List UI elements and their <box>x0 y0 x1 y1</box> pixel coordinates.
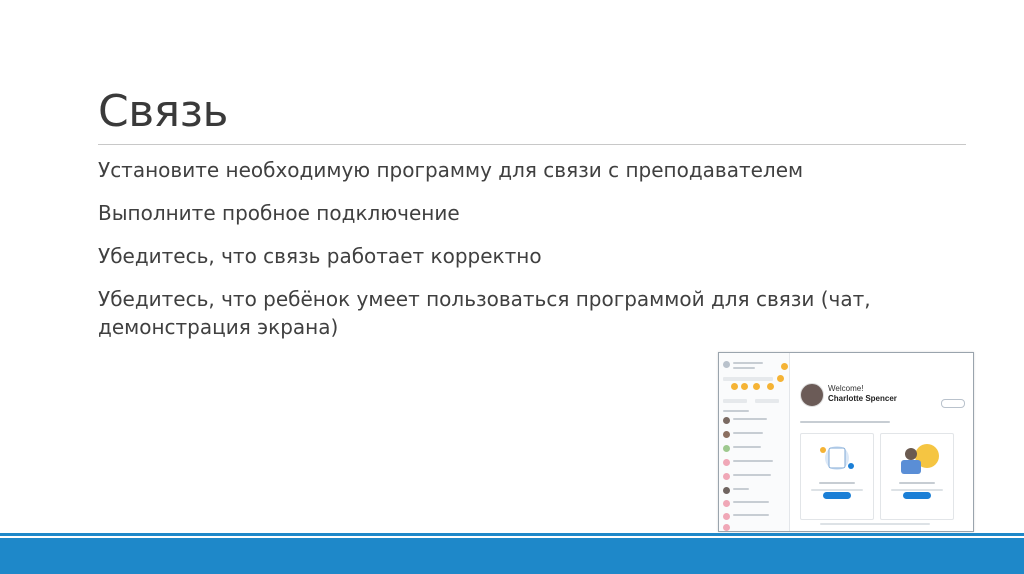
text-line <box>733 432 763 434</box>
text-line <box>733 446 761 448</box>
meet-now-button <box>903 492 931 499</box>
highlight-dot <box>781 363 788 370</box>
bullet-list <box>98 156 938 356</box>
learn-more-button <box>823 492 851 499</box>
sidebar-button <box>723 399 747 403</box>
section-label <box>723 410 749 412</box>
footer-accent-line <box>0 533 1024 536</box>
user-name: Charlotte Spencer <box>828 394 897 403</box>
bullet-item: Убедитесь, что связь работает корректно <box>98 244 542 268</box>
user-avatar <box>800 383 824 407</box>
highlight-dot <box>741 383 748 390</box>
text-line <box>733 514 769 516</box>
highlight-dot <box>731 383 738 390</box>
text-line <box>733 367 755 369</box>
contact-avatar <box>723 459 730 466</box>
text-line <box>800 421 890 423</box>
thumbnail-main <box>790 353 973 531</box>
contact-avatar <box>723 524 730 531</box>
bullet-item: Убедитесь, что ребёнок умеет пользоваться программой для связи (чат, демонстрация экрана) <box>98 287 871 339</box>
highlight-dot <box>767 383 774 390</box>
text-line <box>733 418 767 420</box>
footer-band <box>0 538 1024 574</box>
illustration-icon <box>881 438 953 478</box>
highlight-dot <box>753 383 760 390</box>
text-line <box>733 362 763 364</box>
text-line <box>733 474 771 476</box>
skype-screenshot-thumbnail <box>718 352 974 532</box>
text-line <box>733 460 773 462</box>
contact-avatar <box>723 417 730 424</box>
text-line <box>733 501 769 503</box>
illustration-icon <box>801 438 873 478</box>
manage-button <box>941 399 965 408</box>
text-line <box>899 482 935 484</box>
welcome-text: Welcome! <box>828 384 864 393</box>
bullet-item: Установите необходимую программу для связи с преподавателем <box>98 158 804 182</box>
contact-avatar <box>723 513 730 520</box>
contact-avatar <box>723 500 730 507</box>
text-line <box>733 488 749 490</box>
contact-avatar <box>723 445 730 452</box>
sidebar-button <box>755 399 779 403</box>
contact-avatar <box>723 487 730 494</box>
thumbnail-sidebar <box>719 353 790 531</box>
text-line <box>811 489 863 491</box>
bullet-item: Выполните пробное подключение <box>98 201 460 225</box>
text-line <box>820 523 930 525</box>
whats-new-card <box>800 433 874 520</box>
title-divider <box>98 144 966 145</box>
contact-avatar <box>723 473 730 480</box>
search-box <box>723 377 773 381</box>
text-line <box>891 489 943 491</box>
meeting-card <box>880 433 954 520</box>
profile-avatar <box>723 361 730 368</box>
text-line <box>819 482 855 484</box>
highlight-dot <box>777 375 784 382</box>
slide-title: Связь <box>98 86 228 137</box>
contact-avatar <box>723 431 730 438</box>
